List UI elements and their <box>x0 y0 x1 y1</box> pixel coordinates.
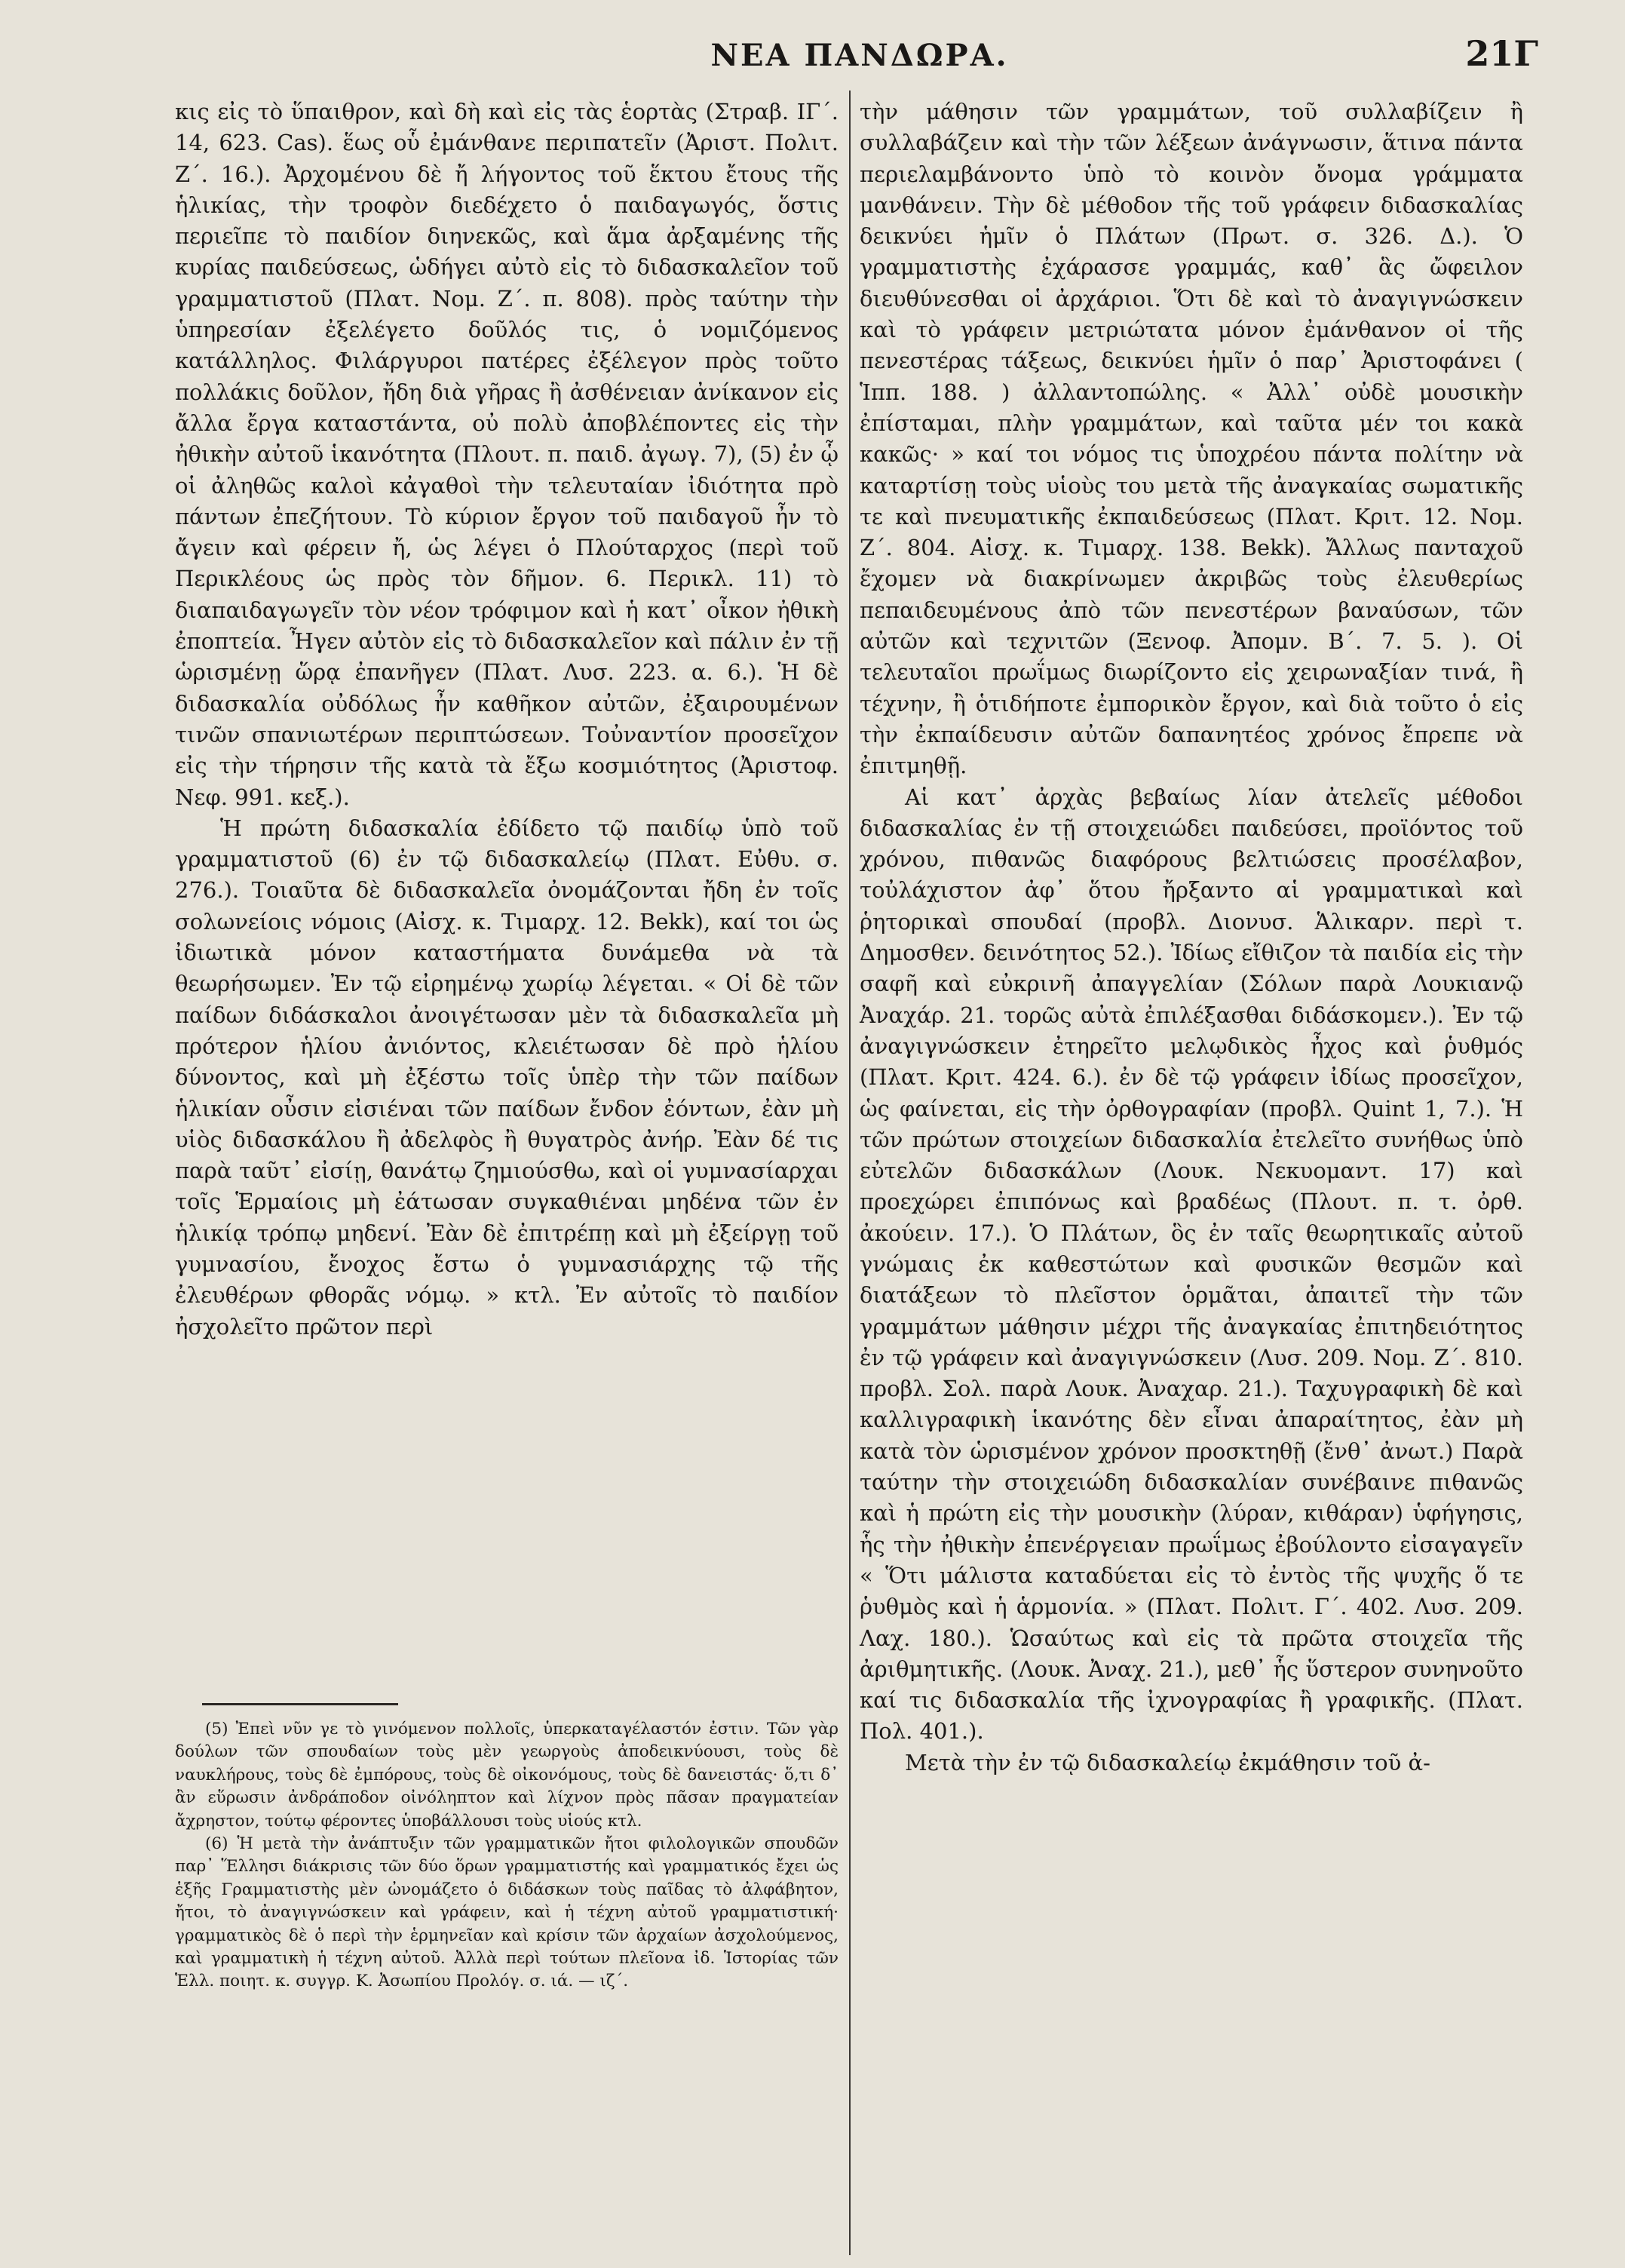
right-column <box>860 97 1523 1778</box>
paragraph: Ἡ πρώτη διδασκαλία ἐδίδετο τῷ παιδίῳ ὑπὸ τοῦ γραμματιστοῦ (6) ἐν τῷ διδασκαλείῳ (Πλατ. Εὐθυ. σ. 276.). Τοιαῦτα δὲ διδασκαλεῖα ὀνομάζονται ἤδη ἐν τοῖς σολωνείοις νόμοις (Αἰσχ. κ. Τιμαρχ. 12. Bekk), καί τοι ὡς ἰδιωτικὰ μόνον καταστήματα δυνάμεθα νὰ τὰ θεωρήσωμεν. Ἐν τῷ εἰρημένῳ χωρίῳ λέγεται. « Οἱ δὲ τῶν παίδων διδάσκαλοι ἀνοιγέτωσαν μὲν τὰ διδασκαλεῖα μὴ πρότερον ἡλίου ἀνιόντος, κλειέτωσαν δὲ πρὸ ἡλίου δύνοντος, καὶ μὴ ἐξέστω τοῖς ὑπὲρ τὴν τῶν παίδων ἡλικίαν οὖσιν εἰσιέναι τῶν παίδων ἔνδον ἐόντων, ἐὰν μὴ υἱὸς διδασκάλου ἢ ἀδελφὸς ἢ θυγατρὸς ἀνήρ. Ἐὰν δέ τις παρὰ ταῦτ᾽ εἰσίῃ, θανάτῳ ζημιούσθω, καὶ οἱ γυμνασίαρχαι τοῖς Ἑρμαίοις μὴ ἐάτωσαν συγκαθιέναι μηδένα τῶν ἐν ἡλικίᾳ τρόπῳ μηδενί. Ἐὰν δὲ ἐπιτρέπῃ καὶ μὴ ἐξείργῃ τοῦ γυμνασίου, ἔνοχος ἔστω ὁ γυμνασιάρχης τῷ τῆς ἐλευθέρων φθορᾶς νόμῳ. » κτλ. Ἐν αὐτοῖς τὸ παιδίον ἠσχολεῖτο πρῶτον περὶ <box>175 815 839 1340</box>
paragraph: τὴν μάθησιν τῶν γραμμάτων, τοῦ συλλαβίζειν ἢ συλλαβάζειν καὶ τὴν τῶν λέξεων ἀνάγνωσιν, ἅτινα πάντα περιελαμβάνοντο ὑπὸ τὸ κοινὸν ὄνομα γράμματα μανθάνειν. Τὴν δὲ μέθοδον τῆς τοῦ γράφειν διδασκαλίας δεικνύει ἡμῖν ὁ Πλάτων (Πρωτ. σ. 326. Δ.). Ὁ γραμματιστὴς ἐχάρασσε γραμμάς, καθ᾽ ἃς ὤφειλον διευθύνεσθαι οἱ ἀρχάριοι. Ὅτι δὲ καὶ τὸ ἀναγιγνώσκειν καὶ τὸ γράφειν μετριώτατα μόνον ἐμάνθανον οἱ τῆς πενεστέρας τάξεως, δεικνύει ἡμῖν ὁ παρ᾽ Ἀριστοφάνει ( Ἱππ. 188. ) ἀλλαντοπώλης. « Ἀλλ᾽ οὐδὲ μουσικὴν ἐπίσταμαι, πλὴν γραμμάτων, καὶ ταῦτα μέν τοι κακὰ κακῶς· » καί τοι νόμος τις ὑποχρέου πάντα πολίτην νὰ καταρτίσῃ τοὺς υἱοὺς του μετὰ τῆς ἀναγκαίας σωματικῆς τε καὶ πνευματικῆς ἐκπαιδεύσεως (Πλατ. Κριτ. 12. Νομ. Ζ΄. 804. Αἰσχ. κ. Τιμαρχ. 138. Bekk). Ἄλλως πανταχοῦ ἔχομεν νὰ διακρίνωμεν ἀκριβῶς τοὺς ἐλευθερίως πεπαιδευμένους ἀπὸ τῶν πενεστέρων βαναύσων, τῶν αὐτῶν καὶ τεχνιτῶν (Ξενοφ. Ἀπομν. Β΄. 7. 5. ). Οἱ τελευταῖοι πρωΐμως διωρίζοντο εἰς χειρωναξίαν τινά, ἢ τέχνην, ἢ ὁτιδήποτε ἐμπορικὸν ἔργον, καὶ διὰ τοῦτο ὁ εἰς τὴν ἐκπαίδευσιν αὐτῶν δαπανητέος χρόνος ἔπρεπε νὰ ἐπιτμηθῇ. <box>860 99 1523 779</box>
paragraph: κις εἰς τὸ ὕπαιθρον, καὶ δὴ καὶ εἰς τὰς ἑορτὰς (Στραβ. ΙΓ΄. 14, 623. Cas). ἕως οὗ ἐμάνθανε περιπατεῖν (Ἀριστ. Πολιτ. Ζ΄. 16.). Ἀρχομένου δὲ ἤ λήγοντος τοῦ ἕκτου ἔτους τῆς ἡλικίας, τὴν τροφὸν διεδέχετο ὁ παιδαγωγός, ὅστις περιεῖπε τὸ παιδίον διηνεκῶς, καὶ ἅμα ἀρξαμένης τῆς κυρίας παιδεύσεως, ὡδήγει αὐτὸ εἰς τὸ διδασκαλεῖον τοῦ γραμματιστοῦ (Πλατ. Νομ. Ζ΄. π. 808). πρὸς ταύτην τὴν ὑπηρεσίαν ἐξελέγετο δοῦλός τις, ὁ νομιζόμενος κατάλληλος. Φιλάργυροι πατέρες ἐξέλεγον πρὸς τοῦτο πολλάκις δοῦλον, ἤδη διὰ γῆρας ἢ ἀσθένειαν ἀνίκανον εἰς ἄλλα ἔργα καταστάντα, οὐ πολὺ ἀποβλέποντες εἰς τὴν ἠθικὴν αὐτοῦ ἱκανότητα (Πλουτ. π. παιδ. ἀγωγ. 7), (5) ἐν ᾧ οἱ ἀληθῶς καλοὶ κἀγαθοὶ τὴν τελευταίαν ἰδιότητα πρὸ πάντων ἐπεζήτουν. Τὸ κύριον ἔργον τοῦ παιδαγοῦ ἦν τὸ ἄγειν καὶ φέρειν ἤ, ὡς λέγει ὁ Πλούταρχος (περὶ τοῦ Περικλέους ὡς πρὸς τὸν δῆμον. 6. Περικλ. 11) τὸ διαπαιδαγωγεῖν τὸν νέον τρόφιμον καὶ ἡ κατ᾽ οἶκον ἠθικὴ ἐποπτεία. Ἦγεν αὐτὸν εἰς τὸ διδασκαλεῖον καὶ πάλιν ἐν τῇ ὡρισμένῃ ὥρᾳ ἐπανῆγεν (Πλατ. Λυσ. 223. α. 6.). Ἡ δὲ διδασκαλία οὐδόλως ἦν καθῆκον αὐτῶν, ἐξαιρουμένων τινῶν σπανιωτέρων περιπτώσεων. Τοὐναντίον προσεῖχον εἰς τὴν τήρησιν τῆς κατὰ τὰ ἔξω κοσμιότητος (Ἀριστοφ. Νεφ. 991. κεξ.). <box>175 99 839 810</box>
page-header <box>181 33 1538 83</box>
column-divider <box>849 91 851 2255</box>
footnotes <box>175 1718 839 1993</box>
running-title: ΝΕΑ ΠΑΝΔΩΡΑ. <box>710 38 1009 73</box>
paragraph: Μετὰ τὴν ἐν τῷ διδασκαλείῳ ἐκμάθησιν τοῦ ἀ- <box>905 1749 1430 1775</box>
page-number: 21Γ <box>1465 33 1538 74</box>
footnote: (5) Ἐπεὶ νῦν γε τὸ γινόμενον πολλοῖς, ὑπερκαταγέλαστόν ἐστιν. Τῶν γὰρ δούλων τῶν σπουδαίων τοὺς μὲν γεωργοὺς ἀποδεικνύουσι, τοὺς δὲ ναυκλήρους, τοὺς δὲ ἐμπόρους, τοὺς δὲ οἰκονόμους, τοὺς δὲ δανειστάς· ὅ,τι δ᾽ ἂν εὕρωσιν ἀνδράποδον οἰνόληπτον καὶ λίχνον πρὸς πᾶσαν πραγματείαν ἄχρηστον, τούτῳ φέροντες ὑποβάλλουσι τοὺς υἱούς κτλ. <box>175 1720 839 1831</box>
left-column <box>175 97 839 1343</box>
footnote-separator <box>202 1703 398 1705</box>
footnote: (6) Ἡ μετὰ τὴν ἀνάπτυξιν τῶν γραμματικῶν ἤτοι φιλολογικῶν σπουδῶν παρ᾽ Ἕλλησι διάκρισις τῶν δύο ὅρων γραμματιστής καὶ γραμματικός ἔχει ὡς ἑξῆς Γραμματιστὴς μὲν ὠνομάζετο ὁ διδάσκων τοὺς παῖδας τὸ ἀλφάβητον, ἤτοι, τὸ ἀναγιγνώσκειν καὶ γράφειν, καὶ ἡ τέχνη αὐτοῦ γραμματιστική· γραμματικὸς δὲ ὁ περὶ τὴν ἑρμηνεῖαν καὶ κρίσιν τῶν ἀρχαίων ἀσχολούμενος, καὶ γραμματικὴ ἡ τέχνη αὐτοῦ. Ἀλλὰ περὶ τούτων πλεῖονα ἰδ. Ἱστορίας τῶν Ἑλλ. ποιητ. κ. συγγρ. Κ. Ἀσωπίου Προλόγ. σ. ιά. — ιζ΄. <box>175 1834 839 1991</box>
paragraph: Αἱ κατ᾽ ἀρχὰς βεβαίως λίαν ἀτελεῖς μέθοδοι διδασκαλίας ἐν τῇ στοιχειώδει παιδεύσει, προϊόντος τοῦ χρόνου, πιθανῶς διαφόρους βελτιώσεις προσέλαβον, τοὐλάχιστον ἀφ᾽ ὅτου ἤρξαντο αἱ γραμματικαὶ καὶ ῥητορικαὶ σπουδαί (προβλ. Διονυσ. Ἁλικαρν. περὶ τ. Δημοσθεν. δεινότητος 52.). Ἰδίως εἴθιζον τὰ παιδία εἰς τὴν σαφῆ καὶ εὐκρινῆ ἀπαγγελίαν (Σόλων παρὰ Λουκιανῷ Ἀναχάρ. 21. τορῶς αὐτὰ ἐπιλέξασθαι διδάσκομεν.). Ἐν τῷ ἀναγιγνώσκειν ἐτηρεῖτο μελῳδικὸς ἦχος καὶ ῥυθμός (Πλατ. Κριτ. 424. 6.). ἐν δὲ τῷ γράφειν ἰδίως προσεῖχον, ὡς φαίνεται, εἰς τὴν ὀρθογραφίαν (προβλ. Quint 1, 7.). Ἡ τῶν πρώτων στοιχείων διδασκαλία ἐτελεῖτο συνήθως ὑπὸ εὐτελῶν διδασκάλων (Λουκ. Νεκυομαντ. 17) καὶ προεχώρει ἐπιπόνως καὶ βραδέως (Πλουτ. π. τ. ὀρθ. ἀκούειν. 17.). Ὁ Πλάτων, ὃς ἐν ταῖς θεωρητικαῖς αὐτοῦ γνώμαις ἐκ καθεστώτων καὶ φυσικῶν θεσμῶν καὶ διατάξεων τὸ πλεῖστον ὁρμᾶται, ἀπαιτεῖ τὴν τῶν γραμμάτων μάθησιν μέχρι τῆς ἀναγκαίας ἐπιτηδειότητος ἐν τῷ γράφειν καὶ ἀναγιγνώσκειν (Λυσ. 209. Νομ. Ζ΄. 810. προβλ. Σολ. παρὰ Λουκ. Ἀναχαρ. 21.). Ταχυγραφικὴ δὲ καὶ καλλιγραφικὴ ἱκανότης δὲν εἶναι ἀπαραίτητος, ἐὰν μὴ κατὰ τὸν ὡρισμένον χρόνον προσκτηθῇ (ἔνθ᾽ ἀνωτ.) Παρὰ ταύτην τὴν στοιχειώδη διδασκαλίαν συνέβαινε πιθανῶς καὶ ἡ πρώτη εἰς τὴν μουσικὴν (λύραν, κιθάραν) ὑφήγησις, ἧς τὴν ἠθικὴν ἐπενέργειαν πρωΐμως ἐβούλοντο εἰσαγαγεῖν « Ὅτι μάλιστα καταδύεται εἰς τὸ ἐντὸς τῆς ψυχῆς ὅ τε ῥυθμὸς καὶ ἡ ἁρμονία. » (Πλατ. Πολιτ. Γ΄. 402. Λυσ. 209. Λαχ. 180.). Ὡσαύτως καὶ εἰς τὰ πρῶτα στοιχεῖα τῆς ἀριθμητικῆς. (Λουκ. Ἀναχ. 21.), μεθ᾽ ἧς ὕστερον συνηνοῦτο καί τις διδασκαλία τῆς ἰχνογραφίας ἢ γραφικῆς. (Πλατ. Πολ. 401.). <box>860 784 1523 1745</box>
